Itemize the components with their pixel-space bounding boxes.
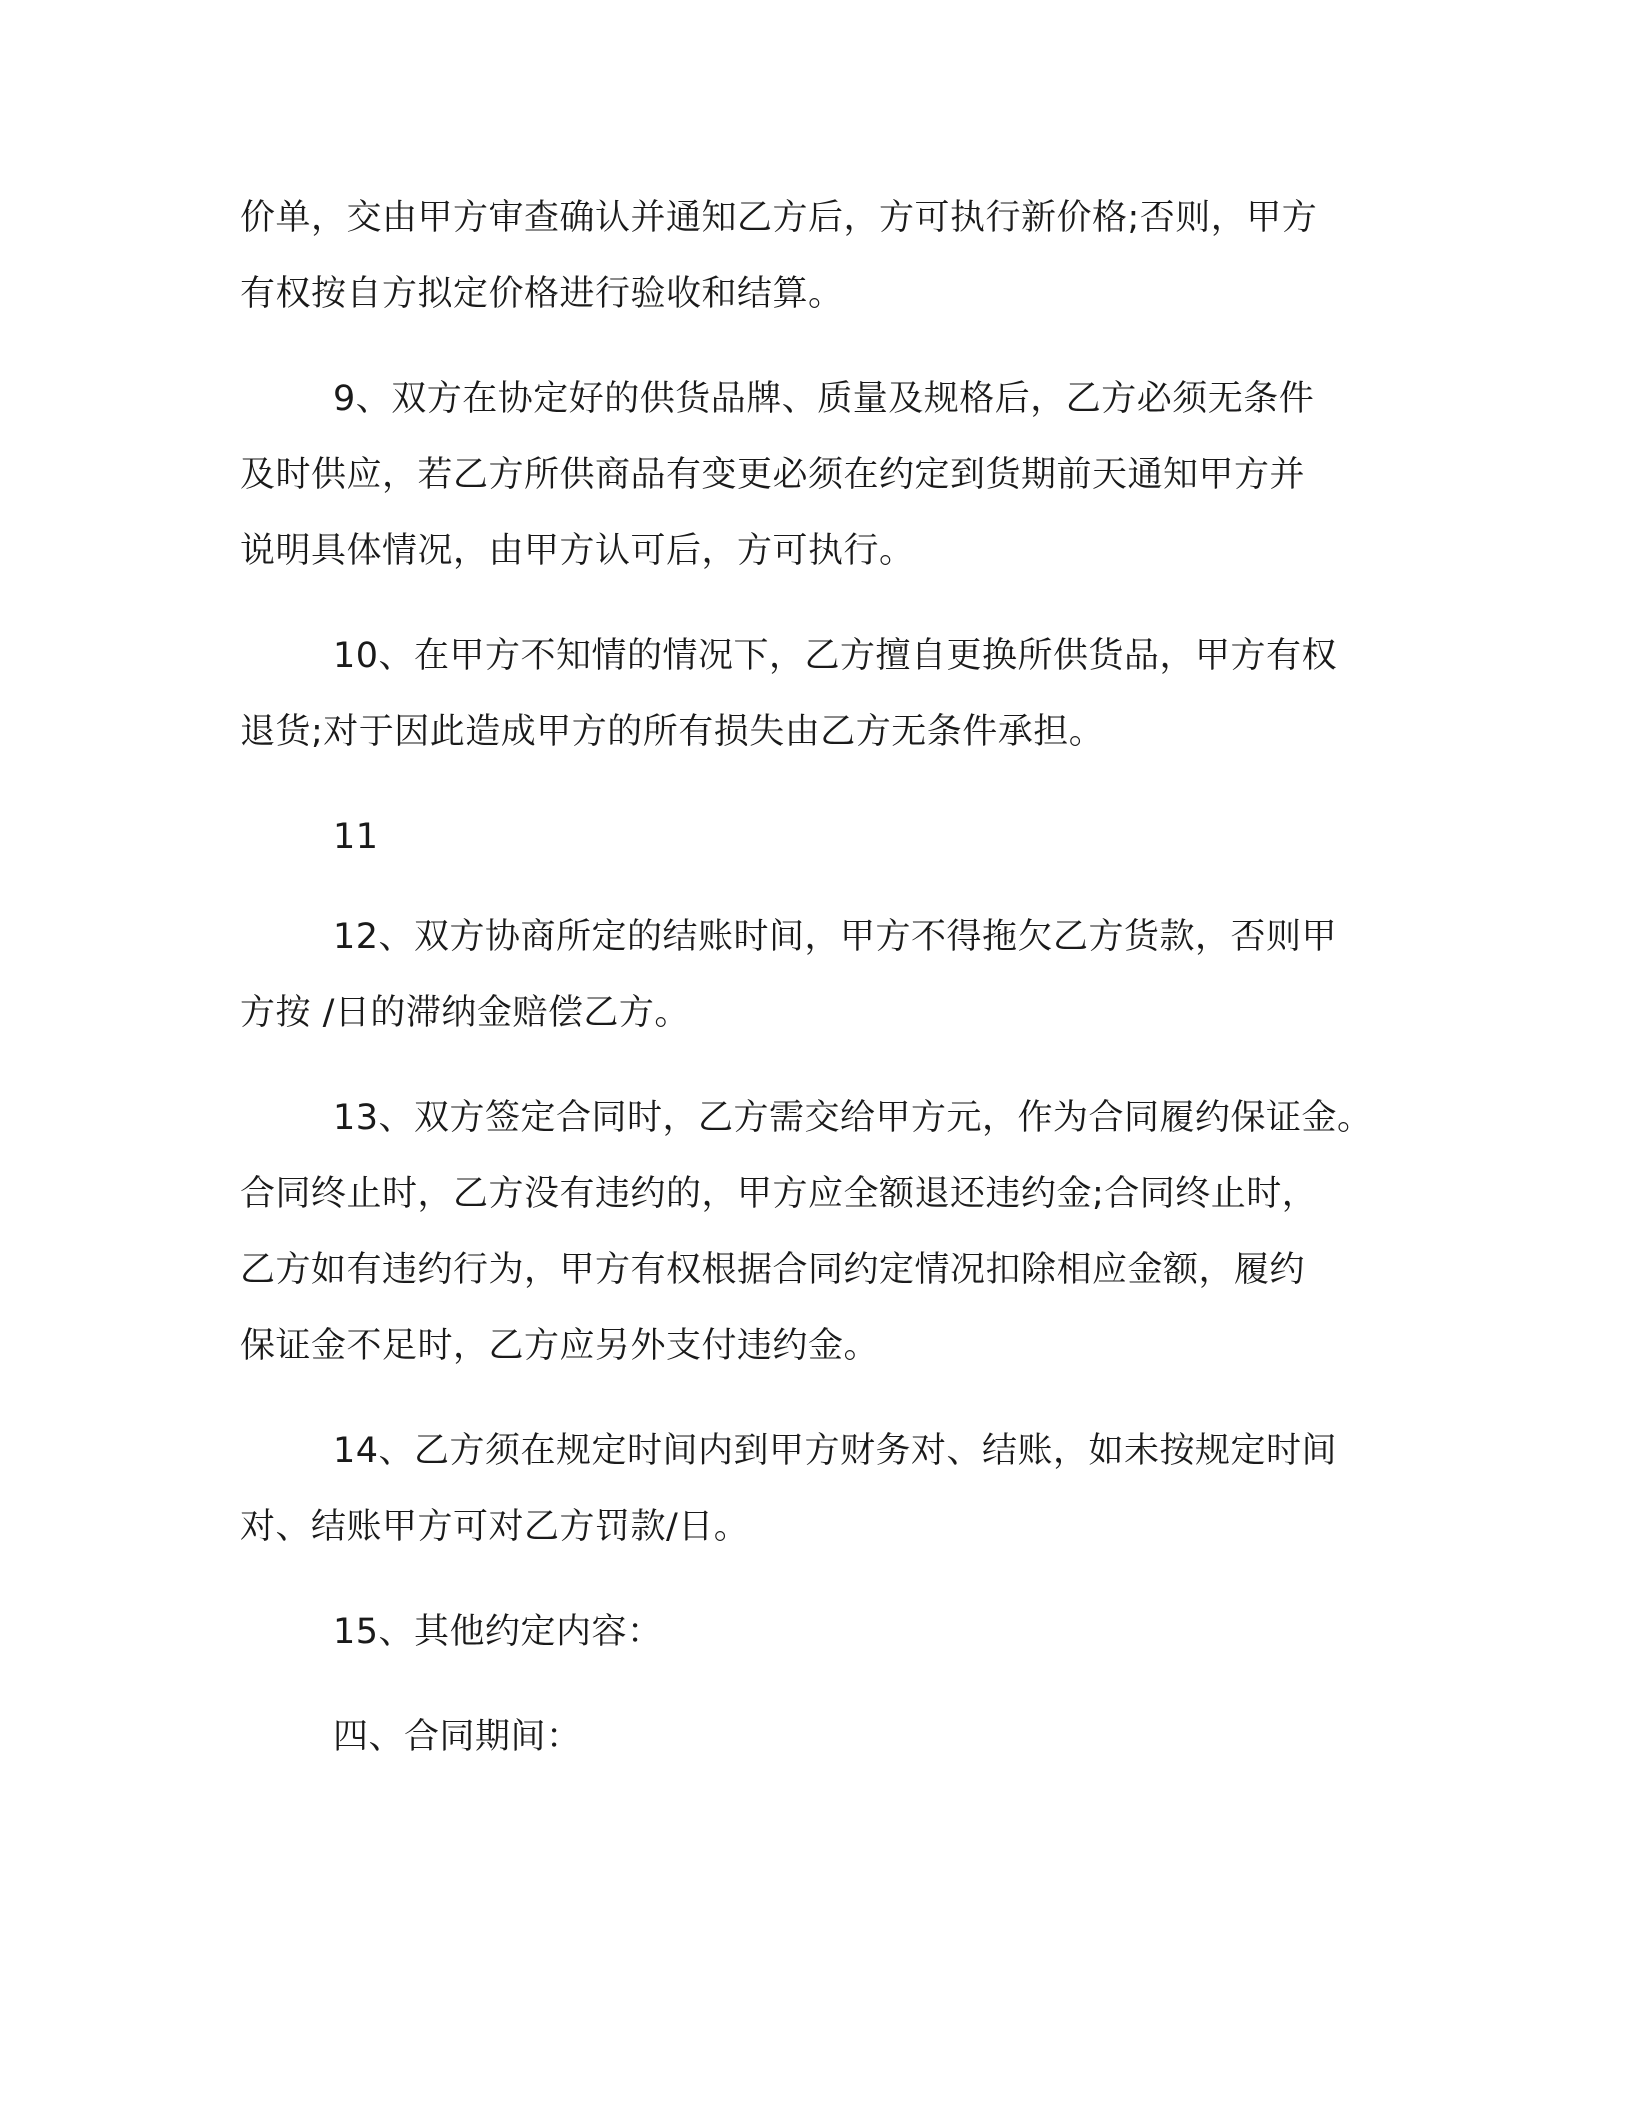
clause-10-line-2: 退货;对于因此造成甲方的所有损失由乙方无条件承担。	[240, 712, 1105, 752]
clause-14-line-1: 14、乙方须在规定时间内到甲方财务对、结账，如未按规定时间	[333, 1431, 1338, 1471]
clause-9-line-2: 及时供应，若乙方所供商品有变更必须在约定到货期前天通知甲方并	[240, 455, 1306, 495]
clause-10-line-1: 10、在甲方不知情的情况下，乙方擅自更换所供货品，甲方有权	[333, 636, 1338, 676]
text-line-price-list: 价单，交由甲方审查确认并通知乙方后，方可执行新价格;否则，甲方	[240, 198, 1318, 238]
clause-13-line-3: 乙方如有违约行为，甲方有权根据合同约定情况扣除相应金额，履约	[240, 1250, 1306, 1290]
clause-13-line-1: 13、双方签定合同时，乙方需交给甲方元，作为合同履约保证金。	[333, 1098, 1373, 1138]
clause-9-line-1: 9、双方在协定好的供货品牌、质量及规格后，乙方必须无条件	[333, 379, 1315, 419]
clause-13-line-2: 合同终止时，乙方没有违约的，甲方应全额退还违约金;合同终止时，	[240, 1174, 1318, 1214]
clause-15-line-1: 15、其他约定内容：	[333, 1612, 663, 1652]
clause-14-line-2: 对、结账甲方可对乙方罚款/日。	[240, 1507, 750, 1547]
text-line-price-settlement: 有权按自方拟定价格进行验收和结算。	[240, 274, 844, 314]
clause-13-line-4: 保证金不足时，乙方应另外支付违约金。	[240, 1326, 880, 1366]
clause-9-line-3: 说明具体情况，由甲方认可后，方可执行。	[240, 531, 915, 571]
section-4-heading: 四、合同期间：	[333, 1717, 582, 1757]
clause-11-line-1: 11	[333, 817, 379, 857]
clause-12-line-2: 方按 /日的滞纳金赔偿乙方。	[240, 993, 690, 1033]
clause-12-line-1: 12、双方协商所定的结账时间，甲方不得拖欠乙方货款，否则甲	[333, 917, 1338, 957]
